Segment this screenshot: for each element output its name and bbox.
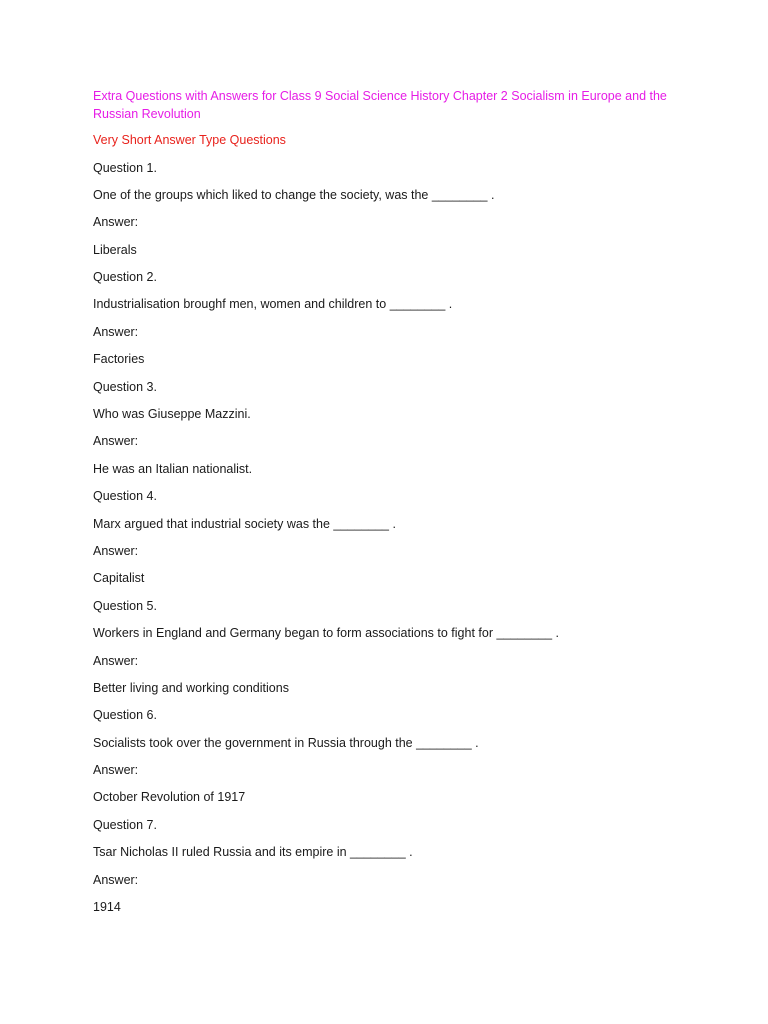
question-label: Question 1. bbox=[93, 160, 157, 175]
answer-label: Answer: bbox=[93, 215, 139, 230]
answer-label: Answer: bbox=[93, 324, 139, 339]
answer-label: Answer: bbox=[93, 543, 139, 558]
answer-text: October Revolution of 1917 bbox=[93, 790, 246, 805]
answer-label: Answer: bbox=[93, 763, 139, 778]
question-label: Question 5. bbox=[93, 598, 157, 613]
answer-text: Better living and working conditions bbox=[93, 680, 289, 695]
document-content bbox=[93, 87, 693, 925]
qa-item bbox=[93, 159, 693, 259]
qa-item bbox=[93, 268, 693, 368]
qa-item bbox=[93, 816, 693, 916]
question-text: Who was Giuseppe Mazzini. bbox=[93, 407, 251, 422]
answer-label: Answer: bbox=[93, 434, 139, 449]
qa-item bbox=[93, 378, 693, 478]
qa-item bbox=[93, 706, 693, 806]
qa-item bbox=[93, 487, 693, 587]
question-text: One of the groups which liked to change the society, was the ________ . bbox=[93, 187, 495, 202]
answer-label: Answer: bbox=[93, 653, 139, 668]
question-label: Question 2. bbox=[93, 270, 157, 285]
qa-item bbox=[93, 597, 693, 697]
question-label: Question 4. bbox=[93, 489, 157, 504]
question-text: Industrialisation broughf men, women and children to ________ . bbox=[93, 297, 453, 312]
question-label: Question 3. bbox=[93, 379, 157, 394]
question-label: Question 6. bbox=[93, 708, 157, 723]
answer-text: He was an Italian nationalist. bbox=[93, 461, 253, 476]
answer-text: Liberals bbox=[93, 242, 137, 257]
answer-text: Capitalist bbox=[93, 571, 145, 586]
question-text: Workers in England and Germany began to form associations to fight for ________ . bbox=[93, 626, 560, 641]
document-title: Extra Questions with Answers for Class 9 Social Science History Chapter 2 Socialism in Europe and the Russian Revolution bbox=[93, 89, 667, 121]
section-heading: Very Short Answer Type Questions bbox=[93, 133, 286, 147]
question-text: Marx argued that industrial society was the ________ . bbox=[93, 516, 396, 531]
question-label: Question 7. bbox=[93, 817, 157, 832]
question-text: Tsar Nicholas II ruled Russia and its empire in ________ . bbox=[93, 845, 413, 860]
answer-label: Answer: bbox=[93, 872, 139, 887]
answer-text: Factories bbox=[93, 352, 145, 367]
answer-text: 1914 bbox=[93, 900, 121, 915]
question-text: Socialists took over the government in Russia through the ________ . bbox=[93, 735, 479, 750]
